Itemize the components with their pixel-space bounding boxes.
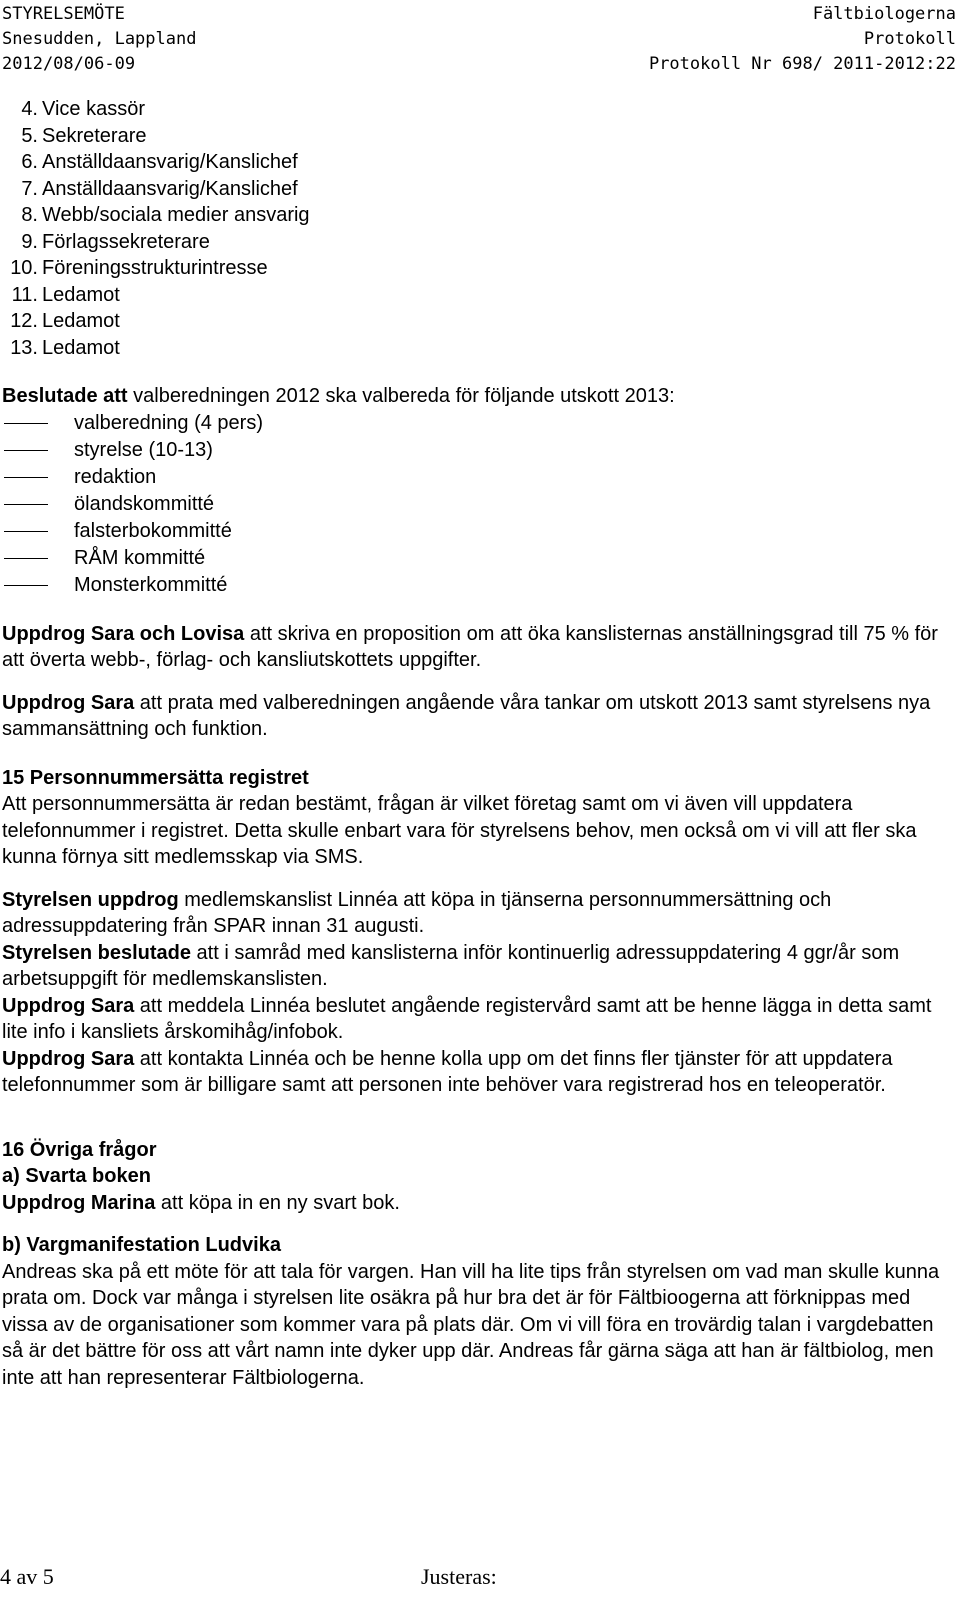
decision-label: Styrelsen uppdrog xyxy=(2,888,179,911)
list-text: Webb/sociala medier ansvarig xyxy=(42,204,310,226)
assignment-text: att meddela Linnéa beslutet angående registervård samt att be henne lägga in detta samt lite info i kansliets årskomihåg/infobok. xyxy=(2,994,932,1043)
page-header xyxy=(0,2,960,76)
decision-text: valberedningen 2012 ska valbereda för följande utskott 2013: xyxy=(127,385,675,407)
list-text: ölandskommitté xyxy=(74,492,215,515)
document-type: Protokoll xyxy=(863,29,956,49)
subsection-heading-text: a) Svarta boken xyxy=(2,1165,151,1187)
assignment-paragraph xyxy=(2,621,952,674)
list-text: falsterbokommitté xyxy=(74,519,232,542)
list-item xyxy=(2,229,952,256)
dash-bullet xyxy=(4,585,48,587)
dash-bullet xyxy=(4,477,48,479)
committee-list xyxy=(2,410,952,599)
list-item xyxy=(2,123,952,150)
assignment-label: Uppdrog Marina xyxy=(2,1191,156,1214)
section-body: Att personnummersätta är redan bestämt, frågan är vilket företag samt om vi även vill uppdatera telefonnummer i registret. Detta skulle enbart vara för styrelsens behov, men också om vi vill att fler ska kunna förnya sitt medlemsskap via SMS. xyxy=(2,793,917,868)
list-item xyxy=(2,282,952,309)
list-number: 8. xyxy=(21,204,38,226)
assignment-paragraph xyxy=(2,1046,952,1099)
assignment-label: Uppdrog Sara och Lovisa xyxy=(2,622,245,645)
assignment-text: att kontakta Linnéa och be henne kolla upp om det finns fler tjänster för att uppdatera telefonnummer som är billigare samt att personen inte behöver vara registrerad hos en teleoperatör. xyxy=(2,1047,893,1096)
dash-bullet xyxy=(4,504,48,506)
section-body: Andreas ska på ett möte för att tala för vargen. Han vill ha lite tips från styrelsen om vad man skulle kunna prata om. Dock var många i styrelsen lite osäkra på hur bra det är för Fältbioogerna att förknippas med vissa av de organisationer som kommer vara på plats där. Om vi vill föra en trovärdig talan i vargdebatten så är det bättre för oss att vårt namn inte dyker upp där. Andreas får gärna säga att han är fältbiolog, men inte att han representerar Fältbiologerna. xyxy=(2,1260,940,1389)
dash-bullet xyxy=(4,450,48,452)
section-heading-text: 16 Övriga frågor xyxy=(2,1138,157,1161)
list-text: valberedning (4 pers) xyxy=(74,411,263,434)
assignment-paragraph xyxy=(2,690,952,743)
page-number: 4 av 5 xyxy=(0,1564,54,1589)
list-number: 9. xyxy=(21,230,38,253)
decision-label: Beslutade att xyxy=(2,385,128,407)
list-text: redaktion xyxy=(74,465,157,488)
meeting-date: 2012/08/06-09 xyxy=(2,54,136,74)
list-item xyxy=(2,202,952,229)
list-item xyxy=(2,149,952,176)
dash-bullet xyxy=(4,423,48,425)
list-item xyxy=(2,410,952,437)
decision-label: Styrelsen beslutade xyxy=(2,941,191,964)
section-heading xyxy=(2,765,952,792)
document-body xyxy=(2,96,952,1391)
header-right xyxy=(649,2,956,77)
list-text: Föreningsstrukturintresse xyxy=(42,257,268,279)
dash-bullet xyxy=(4,531,48,533)
list-item xyxy=(2,437,952,464)
list-text: Sekreterare xyxy=(42,124,147,147)
meeting-type: STYRELSEMÖTE xyxy=(2,4,125,24)
organization-name: Fältbiologerna xyxy=(812,4,956,24)
list-number: 5. xyxy=(21,124,38,147)
list-number: 6. xyxy=(21,151,38,173)
assignment-paragraph xyxy=(2,1190,952,1217)
decision-paragraph xyxy=(2,383,952,410)
list-item xyxy=(2,545,952,572)
header-left xyxy=(2,2,196,77)
dash-bullet xyxy=(4,558,48,560)
decision-text: att i samråd med kanslisterna inför kontinuerlig adressuppdatering 4 ggr/år som arbetsuppgift för medlemskanslisten. xyxy=(2,941,900,990)
list-item xyxy=(2,572,952,599)
list-text: Monsterkommitté xyxy=(74,573,228,596)
signature-label: Justeras: xyxy=(421,1564,497,1589)
assignment-label: Uppdrog Sara xyxy=(2,691,135,714)
list-text: Vice kassör xyxy=(42,98,146,120)
list-item xyxy=(2,176,952,203)
section-heading xyxy=(2,1137,952,1164)
decision-paragraph xyxy=(2,887,952,940)
list-text: RÅM kommitté xyxy=(74,546,206,569)
section-heading-text: 15 Personnummersätta registret xyxy=(2,766,309,789)
assignment-paragraph xyxy=(2,993,952,1046)
list-text: Anställdaansvarig/Kanslichef xyxy=(42,177,298,200)
subsection-heading xyxy=(2,1232,952,1259)
list-number: 7. xyxy=(21,177,38,200)
meeting-location: Snesudden, Lappland xyxy=(2,29,197,49)
decision-paragraph xyxy=(2,940,952,993)
list-item xyxy=(2,491,952,518)
list-item xyxy=(2,308,952,335)
subsection-heading-text: b) Vargmanifestation Ludvika xyxy=(2,1234,281,1256)
list-number: 11. xyxy=(11,283,38,306)
page-footer xyxy=(0,1564,960,1604)
list-number: 4. xyxy=(21,98,38,120)
protocol-number: Protokoll Nr 698/ 2011-2012:22 xyxy=(648,54,956,74)
assignment-text: att köpa in en ny svart bok. xyxy=(155,1191,400,1214)
list-text: styrelse (10-13) xyxy=(74,438,213,461)
list-text: Ledamot xyxy=(42,336,120,359)
decision-text: medlemskanslist Linnéa att köpa in tjänserna personnummersättning och adressuppdatering från SPAR innan 31 augusti. xyxy=(2,888,832,937)
list-item xyxy=(2,518,952,545)
list-item xyxy=(2,335,952,362)
assignment-text: att skriva en proposition om att öka kanslisternas anställningsgrad till 75 % för att överta webb-, förlag- och kansliutskottets uppgifter. xyxy=(2,622,938,671)
assignment-label: Uppdrog Sara xyxy=(2,994,135,1017)
list-number: 12. xyxy=(10,310,38,332)
roles-list xyxy=(2,96,952,361)
list-text: Anställdaansvarig/Kanslichef xyxy=(42,151,298,173)
list-item xyxy=(2,464,952,491)
list-number: 10. xyxy=(10,257,38,279)
list-text: Ledamot xyxy=(42,283,120,306)
subsection-heading xyxy=(2,1163,952,1190)
assignment-label: Uppdrog Sara xyxy=(2,1047,135,1070)
list-number: 13. xyxy=(10,336,38,359)
list-text: Ledamot xyxy=(42,310,120,332)
list-item xyxy=(2,255,952,282)
assignment-text: att prata med valberedningen angående våra tankar om utskott 2013 samt styrelsens nya sammansättning och funktion. xyxy=(2,691,931,740)
list-text: Förlagssekreterare xyxy=(42,230,210,253)
list-item xyxy=(2,96,952,123)
